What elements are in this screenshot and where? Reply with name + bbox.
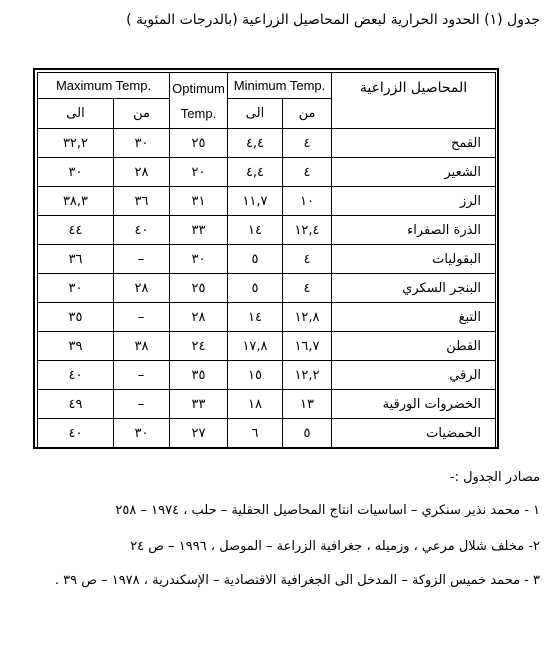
source-item-2: ٢- مخلف شلال مرعي ، وزميله ، جغرافية الزراعة – الموصل ، ١٩٩٦ – ص ٢٤ <box>130 539 540 554</box>
cell-min-from: ١٠ <box>283 187 332 216</box>
cell-max-to: ٣٥ <box>38 303 114 332</box>
cell-max-from: – <box>114 390 170 419</box>
cell-min-to: ١١,٧ <box>228 187 283 216</box>
table-body <box>38 129 496 448</box>
crop-name-cell: الحمضيات <box>332 419 496 448</box>
cell-min-from: ١٦,٧ <box>283 332 332 361</box>
table-row <box>38 419 496 448</box>
cell-min-from: ٤ <box>283 274 332 303</box>
cell-min-to: ٤,٤ <box>228 158 283 187</box>
cell-opt: ٣٥ <box>170 361 228 390</box>
cell-max-from: – <box>114 303 170 332</box>
cell-min-to: ١٨ <box>228 390 283 419</box>
cell-max-to: ٤٩ <box>38 390 114 419</box>
cell-max-to: ٤٠ <box>38 419 114 448</box>
cell-max-from: – <box>114 361 170 390</box>
cell-min-to: ١٤ <box>228 303 283 332</box>
cell-min-to: ١٧,٨ <box>228 332 283 361</box>
cell-min-from: ٤ <box>283 129 332 158</box>
crop-name-cell: البقوليات <box>332 245 496 274</box>
cell-max-from: ٣٦ <box>114 187 170 216</box>
cell-opt: ٣٣ <box>170 390 228 419</box>
table-row <box>38 274 496 303</box>
cell-max-from: – <box>114 245 170 274</box>
header-min-to: الى <box>228 99 283 129</box>
cell-max-to: ٣٩ <box>38 332 114 361</box>
cell-min-from: ١٢,٨ <box>283 303 332 332</box>
cell-min-from: ١٣ <box>283 390 332 419</box>
cell-opt: ٣٣ <box>170 216 228 245</box>
cell-max-from: ٣٠ <box>114 129 170 158</box>
header-min-from: من <box>283 99 332 129</box>
table-row <box>38 216 496 245</box>
cell-min-from: ٥ <box>283 419 332 448</box>
cell-max-from: ٢٨ <box>114 274 170 303</box>
cell-max-to: ٣٦ <box>38 245 114 274</box>
sources-heading: مصادر الجدول :- <box>449 470 540 485</box>
cell-min-to: ٥ <box>228 245 283 274</box>
cell-max-to: ٣٠ <box>38 158 114 187</box>
crop-name-cell: البنجر السكري <box>332 274 496 303</box>
cell-min-from: ٤ <box>283 245 332 274</box>
crop-name-cell: الرز <box>332 187 496 216</box>
crop-name-cell: الذرة الصفراء <box>332 216 496 245</box>
table-row <box>38 245 496 274</box>
cell-min-from: ١٢,٢ <box>283 361 332 390</box>
cell-opt: ٢٠ <box>170 158 228 187</box>
cell-max-from: ٣٨ <box>114 332 170 361</box>
cell-max-from: ٤٠ <box>114 216 170 245</box>
cell-opt: ٢٥ <box>170 274 228 303</box>
table-title: جدول (١) الحدود الحرارية لبعض المحاصيل الزراعية (بالدرجات المئوية ) <box>126 12 540 28</box>
crop-name-cell: القمح <box>332 129 496 158</box>
table-row <box>38 303 496 332</box>
cell-max-from: ٢٨ <box>114 158 170 187</box>
header-max-from: من <box>114 99 170 129</box>
cell-opt: ٢٧ <box>170 419 228 448</box>
table-row <box>38 361 496 390</box>
crop-name-cell: القطن <box>332 332 496 361</box>
cell-min-to: ٤,٤ <box>228 129 283 158</box>
cell-max-to: ٣٢,٢ <box>38 129 114 158</box>
crop-name-cell: الرقي <box>332 361 496 390</box>
cell-opt: ٢٨ <box>170 303 228 332</box>
cell-min-from: ١٢,٤ <box>283 216 332 245</box>
cell-max-from: ٣٠ <box>114 419 170 448</box>
crop-name-cell: الشعير <box>332 158 496 187</box>
crop-name-cell: التبغ <box>332 303 496 332</box>
cell-opt: ٣٠ <box>170 245 228 274</box>
temperature-table <box>37 72 496 448</box>
cell-min-to: ٥ <box>228 274 283 303</box>
table-row <box>38 129 496 158</box>
cell-min-to: ١٥ <box>228 361 283 390</box>
cell-max-to: ٤٤ <box>38 216 114 245</box>
header-optimum-line2: Temp. <box>180 105 217 121</box>
cell-opt: ٢٥ <box>170 129 228 158</box>
table-row <box>38 158 496 187</box>
cell-max-to: ٣٠ <box>38 274 114 303</box>
cell-max-to: ٤٠ <box>38 361 114 390</box>
header-optimum-line1: Optimum <box>172 80 225 96</box>
header-minimum: Minimum Temp. <box>228 73 332 99</box>
table-row <box>38 187 496 216</box>
table-row <box>38 390 496 419</box>
crop-name-cell: الخضروات الورقية <box>332 390 496 419</box>
cell-min-to: ١٤ <box>228 216 283 245</box>
table-row <box>38 332 496 361</box>
header-optimum <box>170 73 228 129</box>
cell-min-to: ٦ <box>228 419 283 448</box>
header-maximum: Maximum Temp. <box>38 73 170 99</box>
source-item-3: ٣ - محمد خميس الزوكة – المدخل الى الجغرافية الاقتصادية – الإسكندرية ، ١٩٧٨ – ص ٣٩ . <box>54 573 540 588</box>
source-item-1: ١ - محمد نذير سنكري – اساسيات انتاج المحاصيل الحقلية – حلب ، ١٩٧٤ – ٢٥٨ <box>115 503 540 518</box>
cell-min-from: ٤ <box>283 158 332 187</box>
cell-max-to: ٣٨,٣ <box>38 187 114 216</box>
cell-opt: ٣١ <box>170 187 228 216</box>
cell-opt: ٢٤ <box>170 332 228 361</box>
header-max-to: الى <box>38 99 114 129</box>
header-crops: المحاصيل الزراعية <box>332 73 496 129</box>
